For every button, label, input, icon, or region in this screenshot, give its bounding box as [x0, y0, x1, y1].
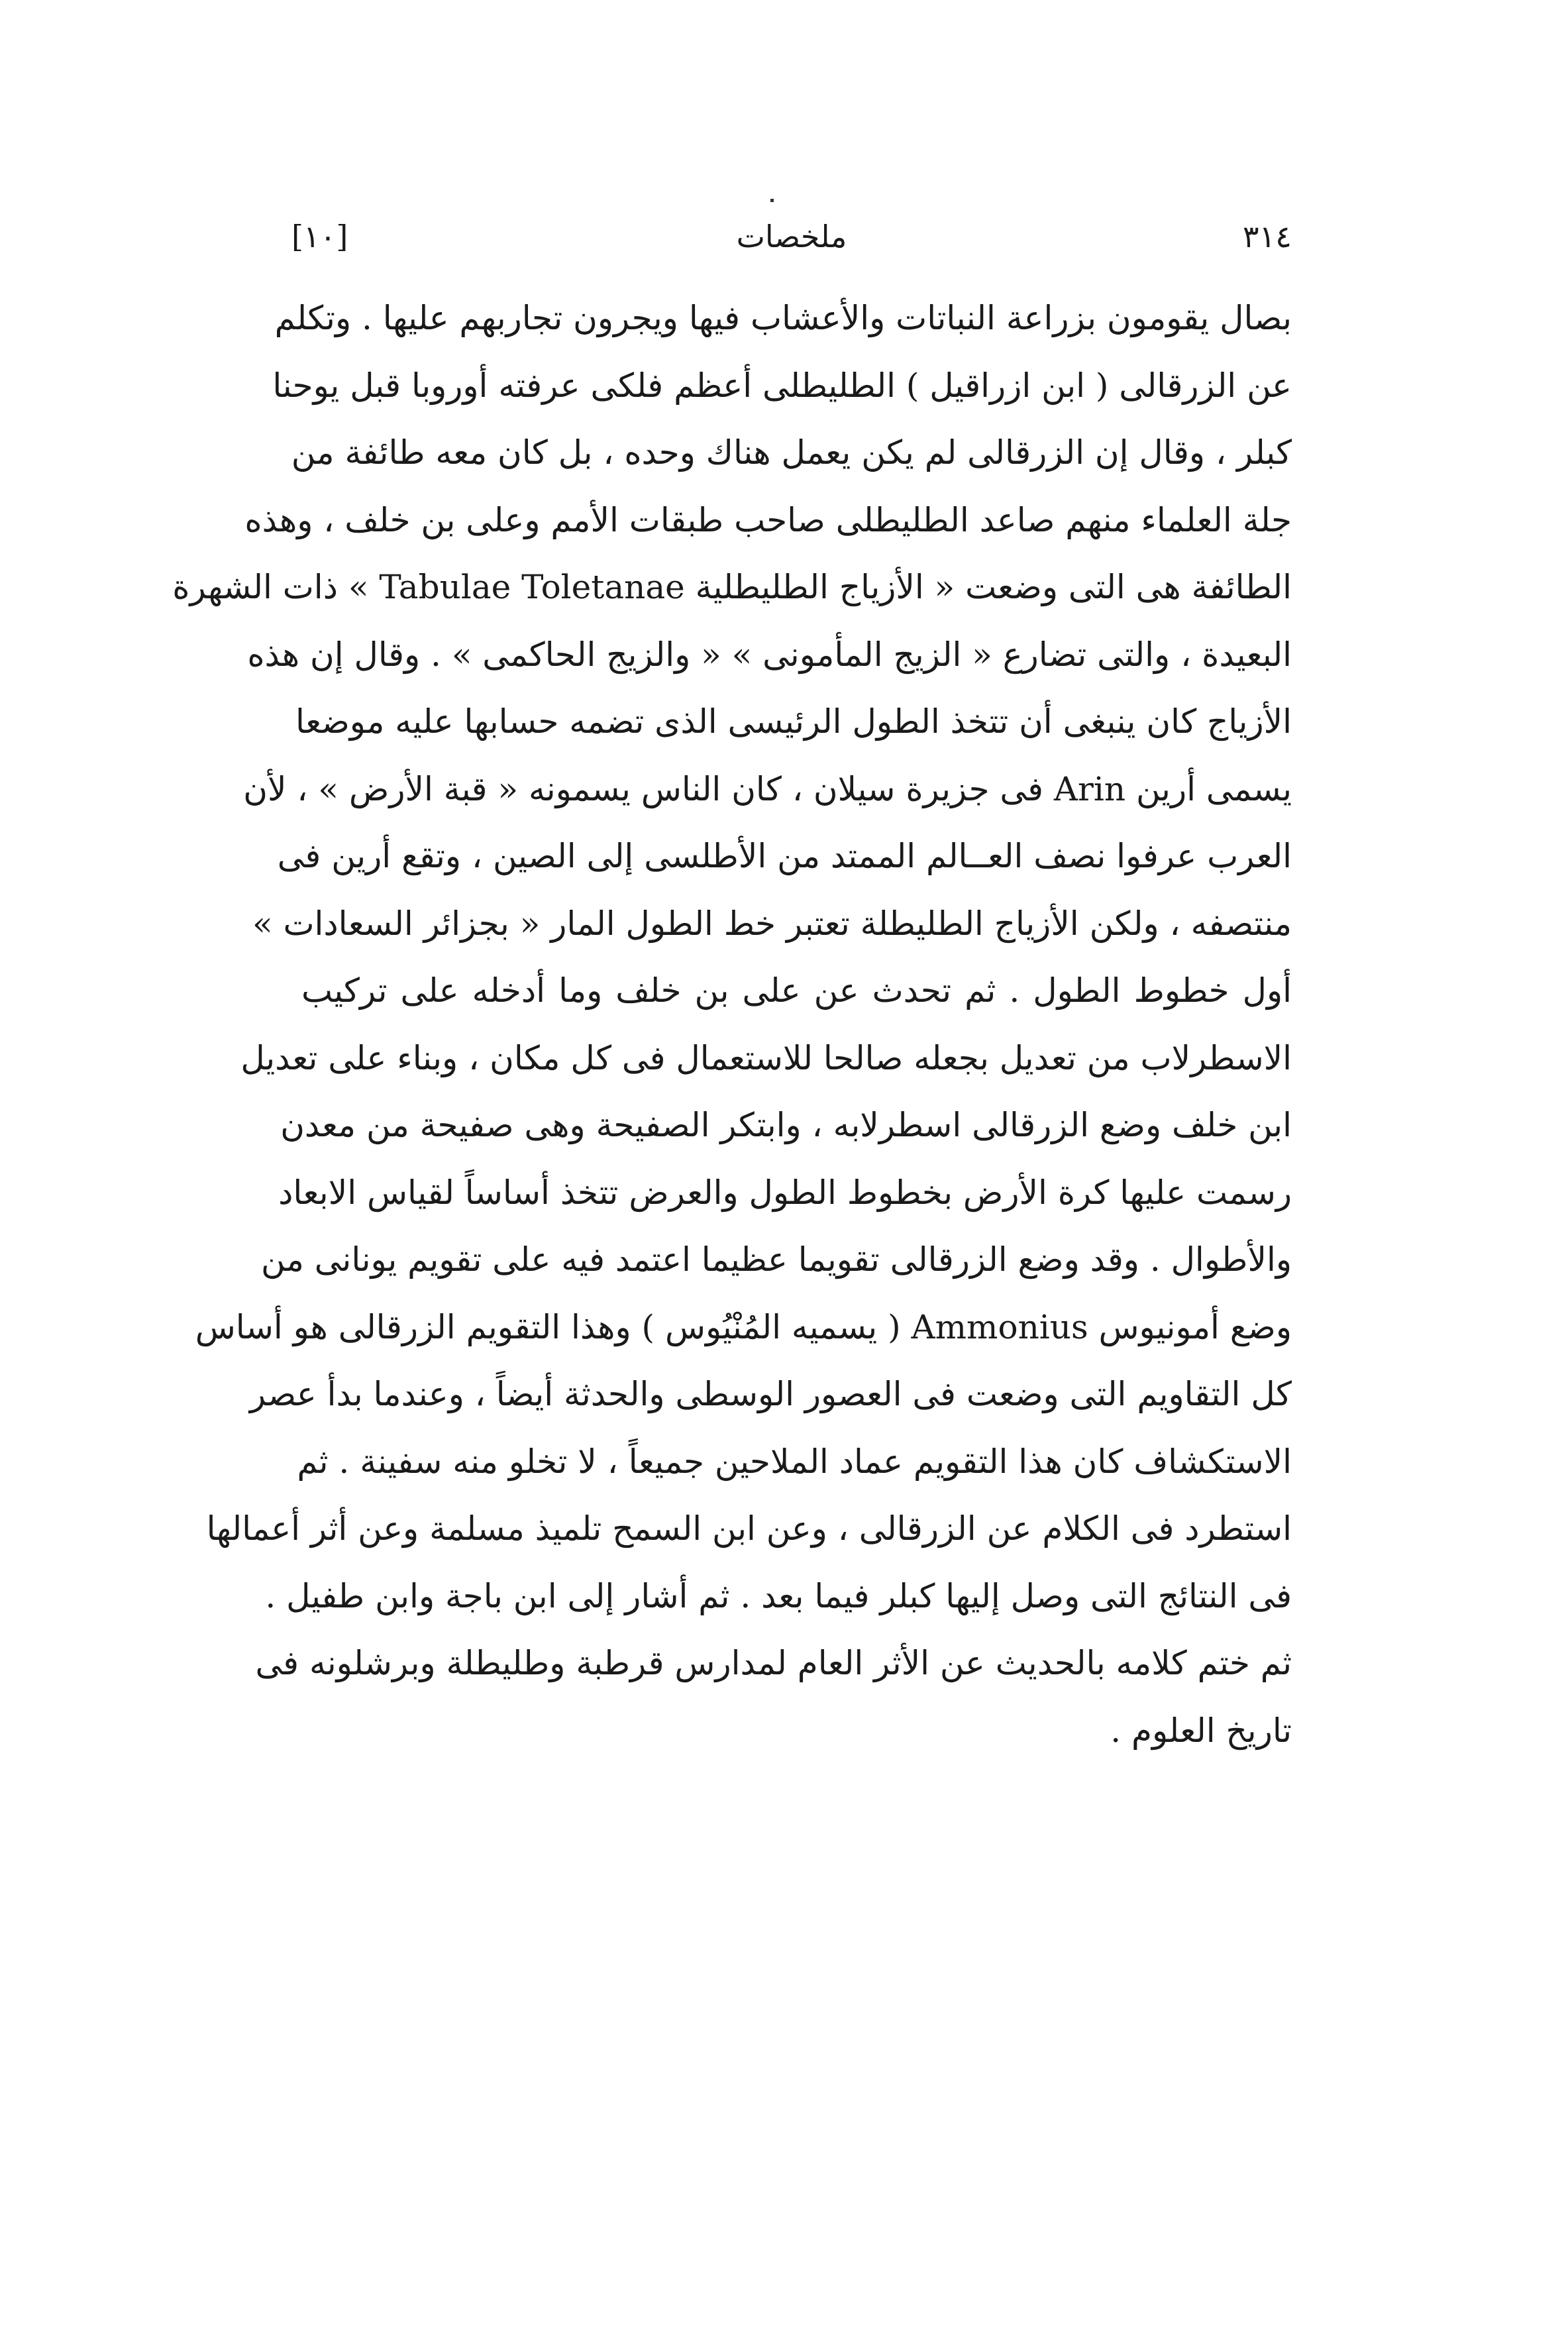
text-line: ثم ختم كلامه بالحديث عن الأثر العام لمدارس قرطبة وطليطلة وبرشلونه فى [255, 1644, 1292, 1682]
text-line: كل التقاويم التى وضعت فى العصور الوسطى والحدثة أيضاً ، وعندما بدأ عصر [249, 1375, 1292, 1413]
text-line: العرب عرفوا نصف العــالم الممتد من الأطلسى إلى الصين ، وتقع أرين فى [277, 837, 1292, 875]
text-line: الطائفة هى التى وضعت « الأزياج الطليطلية Tabulae Toletanae » ذات الشهرة [172, 568, 1292, 606]
section-number: [١٠] [291, 219, 348, 254]
scan-speck [770, 199, 774, 202]
text-line: منتصفه ، ولكن الأزياج الطليطلة تعتبر خط الطول المار « بجزائر السعادات » [252, 904, 1292, 943]
text-line: الاستكشاف كان هذا التقويم عماد الملاحين جميعاً ، لا تخلو منه سفينة . ثم [297, 1442, 1292, 1481]
text-line: والأطوال . وقد وضع الزرقالى تقويما عظيما اعتمد فيه على تقويم يونانى من [261, 1240, 1292, 1279]
text-line: أول خطوط الطول . ثم تحدث عن على بن خلف وما أدخله على تركيب [301, 971, 1292, 1010]
text-line: عن الزرقالى ( ابن ازراقيل ) الطليطلى أعظم فلكى عرفته أوروبا قبل يوحنا [272, 366, 1292, 405]
text-line: الأزياج كان ينبغى أن تتخذ الطول الرئيسى الذى تضمه حسابها عليه موضعا [295, 702, 1292, 741]
text-line: استطرد فى الكلام عن الزرقالى ، وعن ابن السمح تلميذ مسلمة وعن أثر أعمالها [206, 1509, 1292, 1548]
text-line: كبلر ، وقال إن الزرقالى لم يكن يعمل هناك وحده ، بل كان معه طائفة من [291, 433, 1292, 472]
text-line: وضع أمونيوس Ammonius ( يسميه المُنْيُوس ) وهذا التقويم الزرقالى هو أساس [195, 1307, 1292, 1346]
text-line: الاسطرلاب من تعديل بجعله صالحا للاستعمال فى كل مكان ، وبناء على تعديل [240, 1038, 1292, 1077]
text-line: فى النتائج التى وصل إليها كبلر فيما بعد . ثم أشار إلى ابن باجة وابن طفيل . [265, 1576, 1292, 1615]
text-line: تاريخ العلوم . [1110, 1711, 1292, 1750]
text-line: جلة العلماء منهم صاعد الطليطلى صاحب طبقات الأمم وعلى بن خلف ، وهذه [244, 500, 1292, 539]
text-line: البعيدة ، والتى تضارع « الزيج المأمونى » « والزيج الحاكمى » . وقال إن هذه [247, 635, 1292, 674]
page-number: ٣١٤ [1242, 219, 1292, 254]
page-header [291, 212, 1292, 272]
text-line: بصال يقومون بزراعة النباتات والأعشاب فيها ويجرون تجاربهم عليها . وتكلم [274, 299, 1292, 337]
text-line: ابن خلف وضع الزرقالى اسطرلابه ، وابتكر الصفيحة وهى صفيحة من معدن [280, 1106, 1292, 1144]
body-text [172, 285, 1292, 1764]
text-line: رسمت عليها كرة الأرض بخطوط الطول والعرض تتخذ أساساً لقياس الابعاد [278, 1173, 1292, 1212]
running-title: ملخصات [736, 219, 847, 254]
text-line: يسمى أرين Arin فى جزيرة سيلان ، كان الناس يسمونه « قبة الأرض » ، لأن [243, 769, 1292, 808]
